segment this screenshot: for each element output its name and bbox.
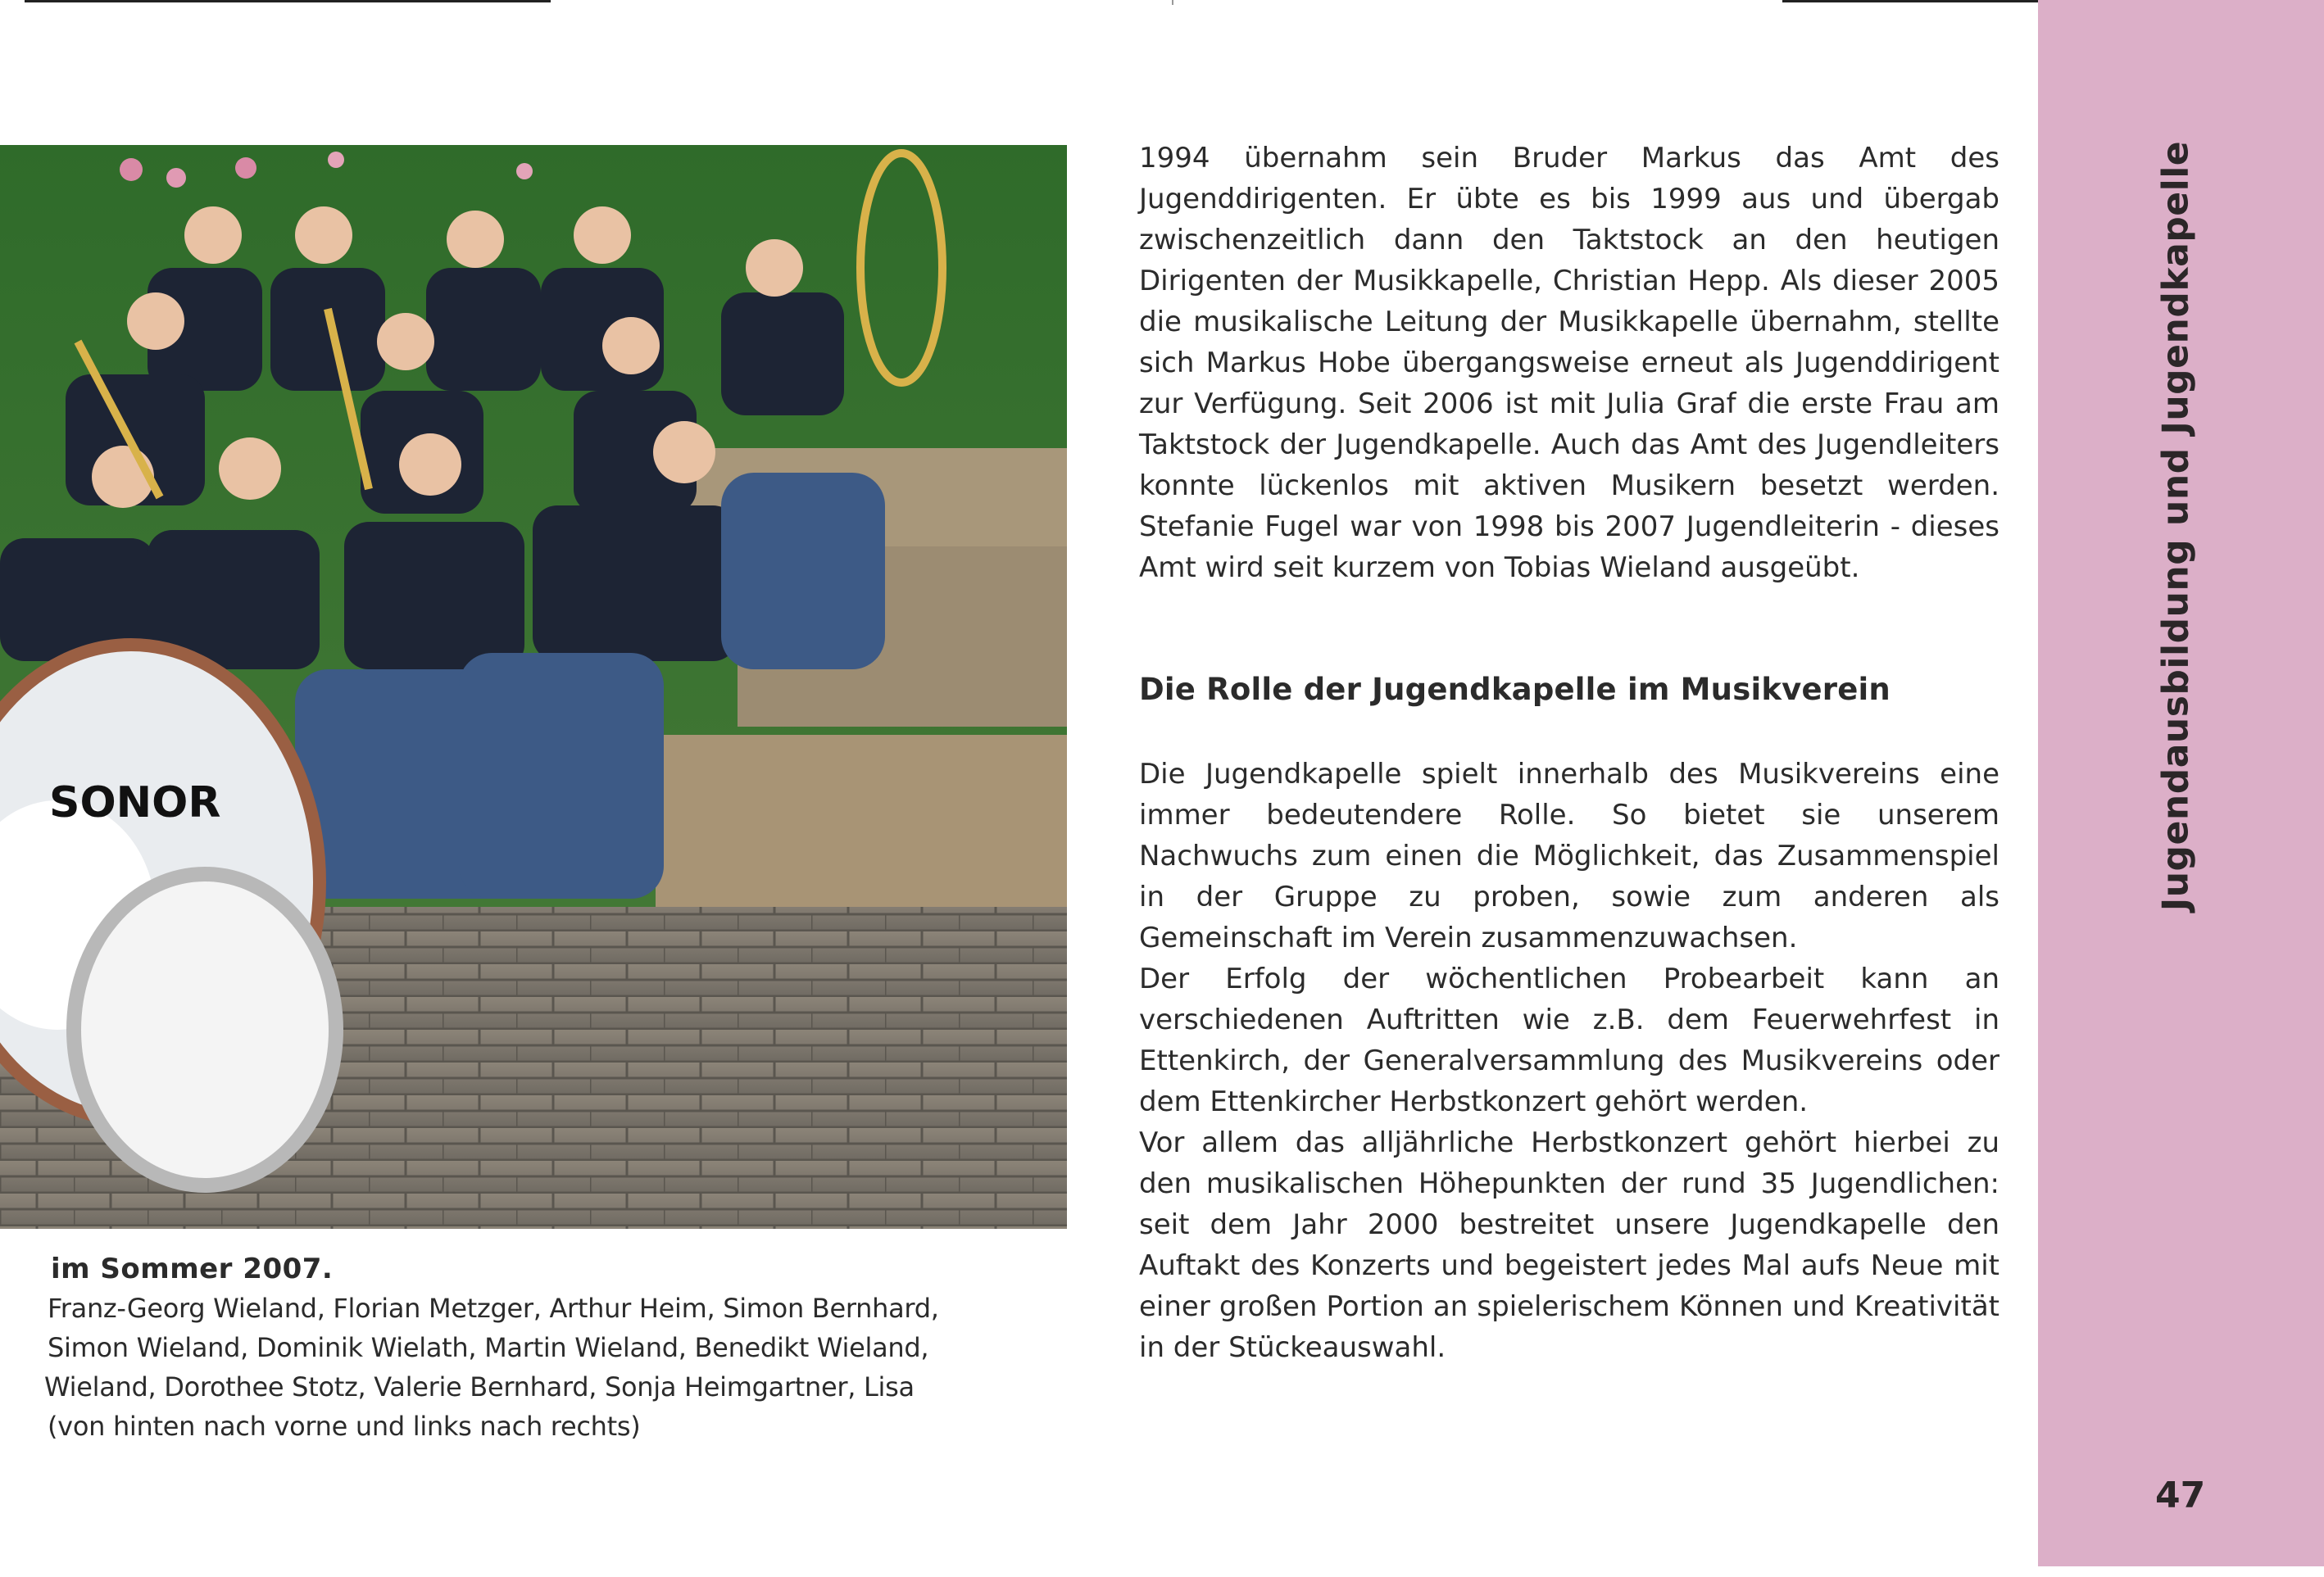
photo-caption <box>44 1249 1031 1446</box>
caption-line: (von hinten nach vorne und links nach rechts) <box>48 1411 641 1442</box>
section-heading: Die Rolle der Jugendkapelle im Musikverein <box>1139 672 1891 707</box>
drum-brand-label: SONOR <box>49 778 221 827</box>
crop-mark <box>1172 0 1173 5</box>
body-paragraph: Die Jugendkapelle spielt innerhalb des Musikvereins eine immer bedeutendere Rolle. So bietet sie unserem Nachwuchs zum einen die Möglichkeit, das Zusammenspiel in der Gruppe zu proben, sowie zum anderen als Gemeinschaft im Verein zusammenzuwachsen. <box>1139 758 1999 954</box>
intro-paragraph: 1994 übernahm sein Bruder Markus das Amt des Jugenddirigenten. Er übte es bis 1999 aus und übergab zwischenzeitlich dann den Taktstock an den heutigen Dirigenten der Musikkapelle, Christian Hepp. Als dieser 2005 die musikalische Leitung der Musikkapelle übernahm, stellte sich Markus Hobe übergangsweise erneut als Jugenddirigent zur Verfügung. Seit 2006 ist mit Julia Graf die erste Frau am Taktstock der Jugendkapelle. Auch das Amt des Jugendleiters konnte lückenlos mit aktiven Musikern besetzt werden. Stefanie Fugel war von 1998 bis 2007 Jugendleiterin - dieses Amt wird seit kurzem von Tobias Wieland ausgeübt. <box>1139 142 1999 584</box>
top-rule-right <box>1782 0 2038 2</box>
caption-line: Wieland, Dorothee Stotz, Valerie Bernhard, Sonja Heimgartner, Lisa <box>44 1371 915 1403</box>
group-photo-illustration <box>0 145 1067 1229</box>
chapter-title-vertical: Jugendausbildung und Jugendkapelle <box>2154 140 2197 912</box>
section-body <box>1139 754 1999 1368</box>
caption-line: Simon Wieland, Dominik Wielath, Martin Wieland, Benedikt Wieland, <box>48 1332 929 1363</box>
page-number: 47 <box>2155 1475 2206 1516</box>
snare-drum <box>74 874 336 1185</box>
group-photo <box>0 145 1067 1229</box>
intro-text <box>1139 138 1999 588</box>
top-rule-left <box>25 0 551 2</box>
caption-title: im Sommer 2007. <box>51 1253 334 1285</box>
body-paragraph: Der Erfolg der wöchentlichen Probearbeit kann an verschiedenen Auftritten wie z.B. dem Feuerwehrfest in Ettenkirch, der Generalversammlung des Musikvereins oder dem Ettenkircher Herbstkonzert gehört werden. <box>1139 963 1999 1118</box>
caption-line: Franz-Georg Wieland, Florian Metzger, Arthur Heim, Simon Bernhard, <box>48 1293 939 1324</box>
body-paragraph: Vor allem das alljährliche Herbstkonzert gehört hierbei zu den musikalischen Höhepunkten der rund 35 Jugendlichen: seit dem Jahr 2000 bestreitet unsere Jugendkapelle den Auftakt des Konzerts und begeistert jedes Mal aufs Neue mit einer großen Portion an spielerischem Können und Kreativität in der Stückeauswahl. <box>1139 1126 1999 1364</box>
